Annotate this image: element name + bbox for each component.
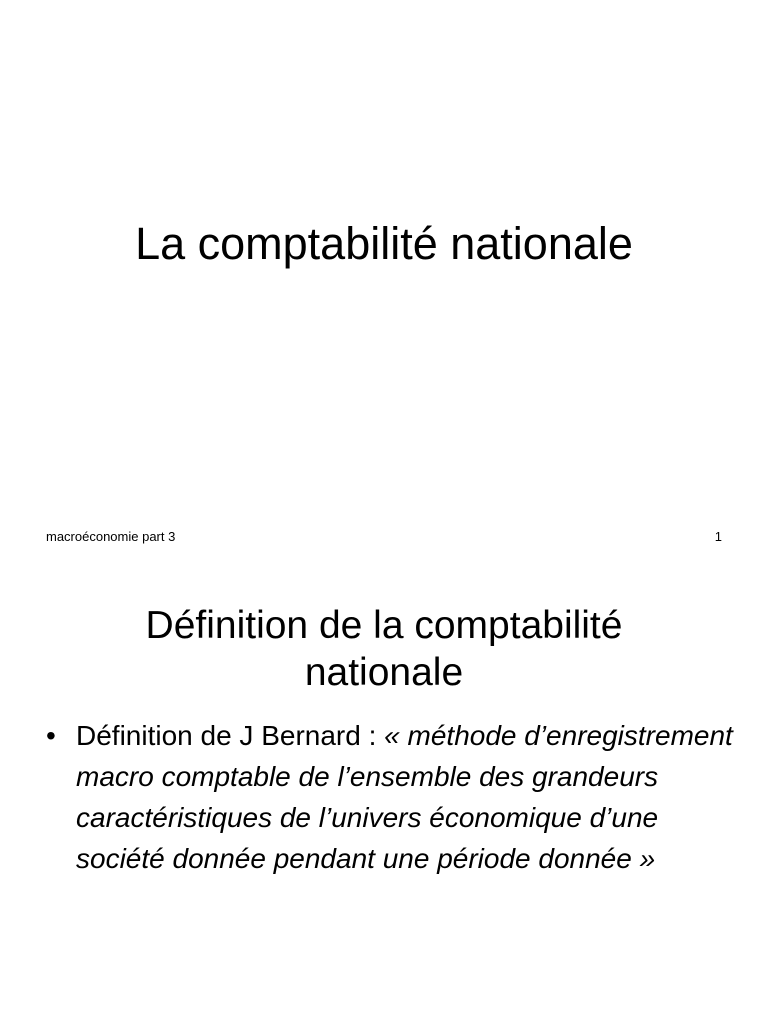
bullet-marker-icon: • — [46, 720, 56, 751]
slide-2-bullet-list — [44, 715, 734, 879]
slide-2 — [0, 556, 768, 1024]
slide-2-title — [0, 602, 768, 696]
slide-2-title-line-2: nationale — [304, 651, 464, 694]
bullet-definition — [44, 715, 734, 879]
bullet-lead-text: Définition de J Bernard : — [76, 720, 385, 751]
slide-1-title: La comptabilité nationale — [135, 218, 633, 269]
bullet-quote-text: « méthode d’enregistrement macro comptable de l’ensemble des grandeurs caractéristiques de l’univers économique d’une société donnée pendant une période donnée » — [76, 720, 733, 874]
slide-1-page-number: 1 — [714, 529, 722, 544]
slide-1-footer-label: macroéconomie part 3 — [46, 529, 176, 544]
slide-2-title-line-1: Définition de la comptabilité — [145, 604, 623, 647]
